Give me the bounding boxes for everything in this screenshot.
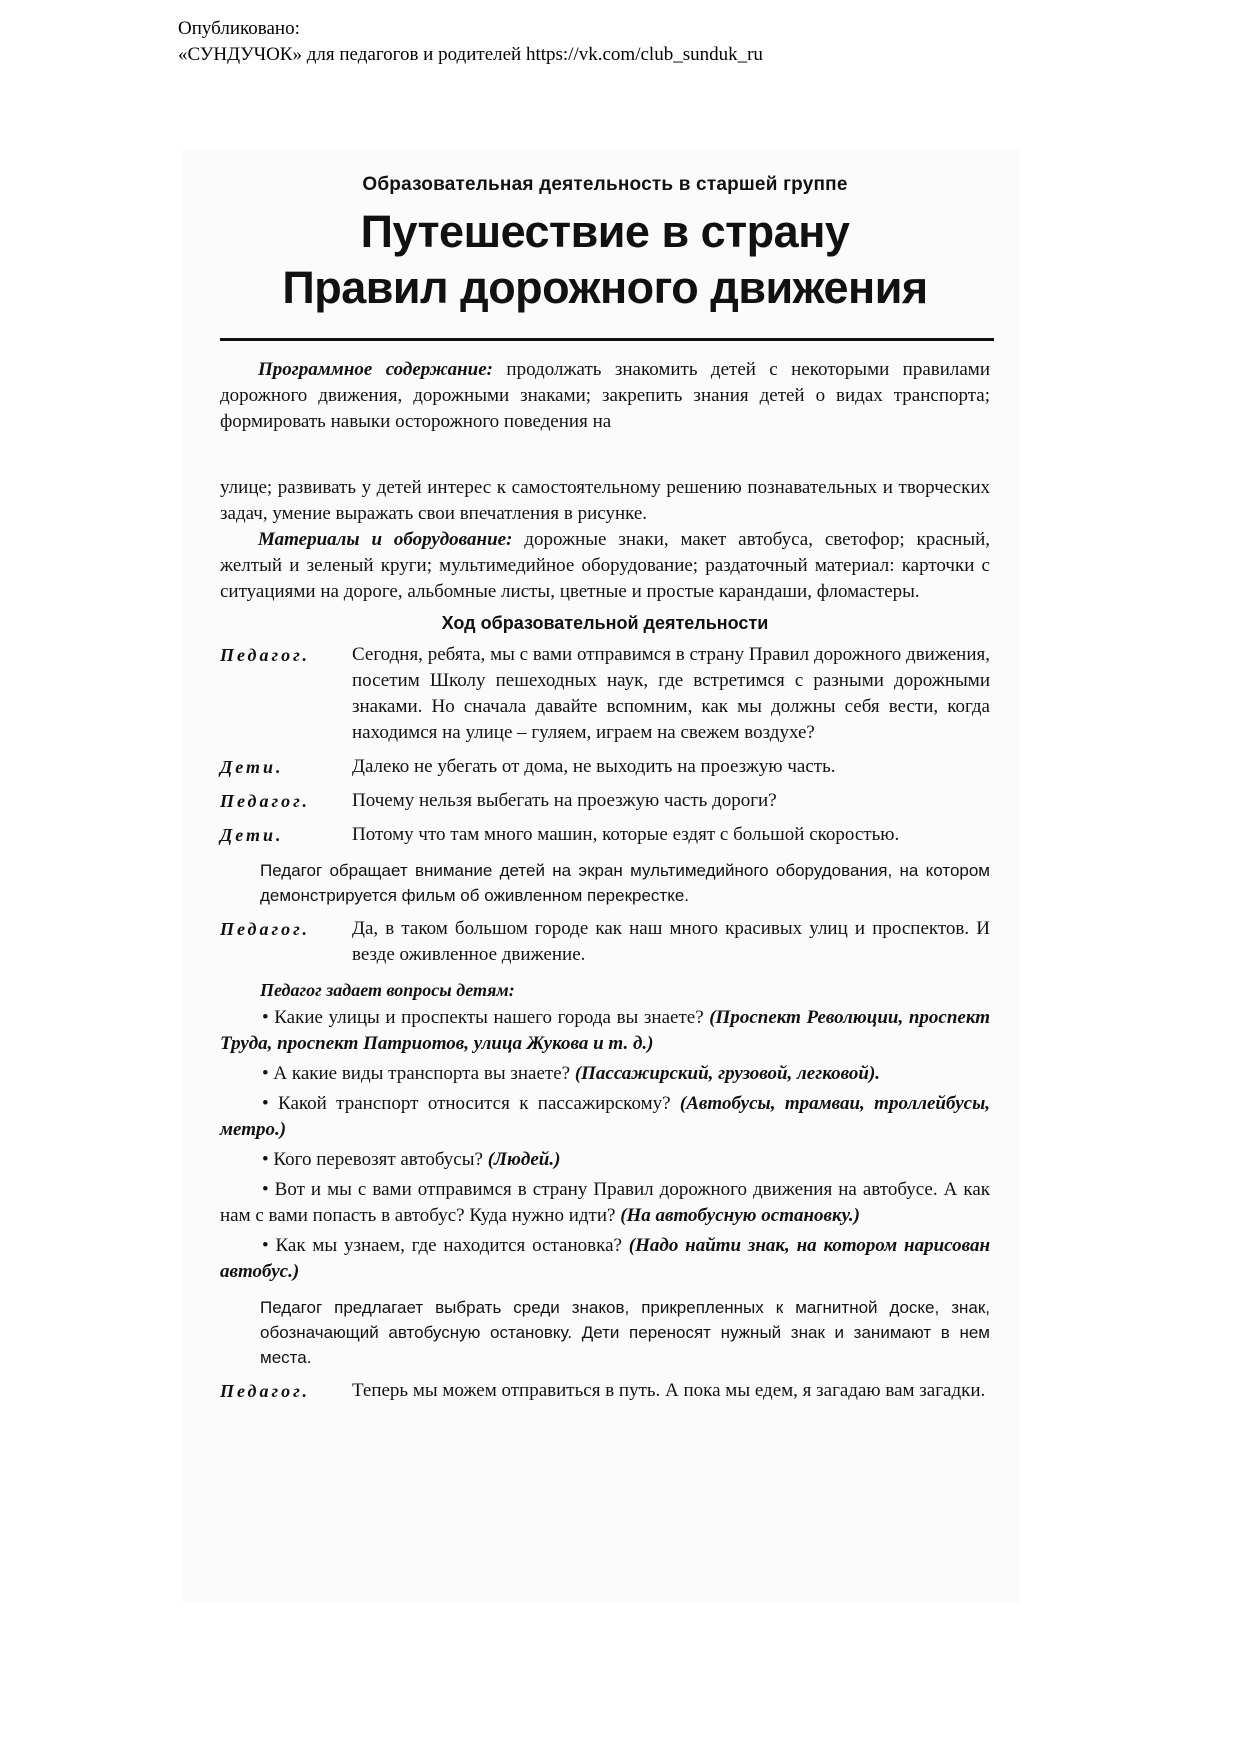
question-text: • Кого перевозят автобусы?: [262, 1149, 483, 1170]
title-line-2: Правил дорожного движения: [282, 262, 928, 313]
dialog-text: Да, в таком большом городе как наш много красивых улиц и проспектов. И везде оживленное движение.: [352, 918, 990, 965]
question-item: [220, 1177, 990, 1229]
dialog-line: [220, 788, 990, 814]
question-item: [220, 1233, 990, 1285]
speaker: Педагог.: [220, 919, 311, 939]
question-text: • Как мы узнаем, где находится остановка?: [262, 1235, 622, 1256]
materials-paragraph: [220, 527, 990, 605]
speaker: Педагог.: [220, 1381, 311, 1401]
answer-text: (На автобусную остановку.): [620, 1205, 860, 1226]
dialog-line: [220, 916, 990, 968]
question-item: [220, 1061, 990, 1087]
title-divider: [220, 338, 994, 341]
answer-text: (Пассажирский, грузовой, легковой).: [574, 1063, 881, 1084]
dialog-line: [220, 754, 990, 780]
article-kicker: Образовательная деятельность в старшей группе: [362, 174, 848, 195]
question-text: • А какие виды транспорта вы знаете?: [262, 1063, 571, 1084]
question-item: [220, 1091, 990, 1143]
answer-text: (Надо найти знак, на котором нарисован автобус.): [220, 1235, 991, 1282]
question-text: • Какие улицы и проспекты нашего города вы знаете?: [262, 1007, 704, 1028]
dialog-line: [220, 642, 990, 746]
question-text: • Какой транспорт относится к пассажирскому?: [262, 1093, 671, 1114]
dialog-line: [220, 822, 990, 848]
title-line-1: Путешествие в страну: [360, 206, 850, 257]
article: [220, 170, 990, 1404]
dialog-text: Далеко не убегать от дома, не выходить на проезжую часть.: [352, 756, 836, 777]
speaker: Дети.: [220, 825, 284, 845]
program-text-1: продолжать знакомить детей с некоторыми правилами дорожного движения, дорожными знаками; закрепить знания детей о видах транспорта; формировать навыки осторожного поведения на: [220, 359, 990, 432]
program-label: Программное содержание:: [258, 359, 494, 380]
page-break-gap: [220, 435, 990, 475]
question-text: • Вот и мы с вами отправимся в страну Правил дорожного движения на автобусе. А как нам с вами попасть в автобус? Куда нужно идти?: [220, 1179, 990, 1226]
dialog-text: Потому что там много машин, которые ездят с большой скоростью.: [352, 824, 900, 845]
dialog-text: Теперь мы можем отправиться в путь. А пока мы едем, я загадаю вам загадки.: [352, 1380, 986, 1401]
speaker: Педагог.: [220, 791, 311, 811]
answer-text: (Автобусы, трамваи, троллейбусы, метро.): [220, 1093, 991, 1140]
materials-label: Материалы и оборудование:: [258, 529, 513, 550]
dialog-line: [220, 1378, 990, 1404]
dialog-text: Почему нельзя выбегать на проезжую часть дороги?: [352, 790, 777, 811]
program-paragraph: [220, 357, 990, 435]
stage-note: Педагог обращает внимание детей на экран мультимедийного оборудования, на котором демонстрируется фильм об оживленном перекрестке.: [260, 861, 990, 905]
section-title: Ход образовательной деятельности: [441, 613, 769, 633]
answer-text: (Проспект Революции, проспект Труда, проспект Патриотов, улица Жукова и т. д.): [220, 1007, 990, 1054]
speaker: Педагог.: [220, 645, 311, 665]
answer-text: (Людей.): [487, 1149, 561, 1170]
questions-intro: Педагог задает вопросы детям:: [260, 980, 515, 1000]
materials-text: дорожные знаки, макет автобуса, светофор; красный, желтый и зеленый круги; мультимедийное оборудование; раздаточный материал: карточки с ситуациями на дороге, альбомные листы, цветные и простые карандаши, фломастеры.: [220, 529, 991, 602]
speaker: Дети.: [220, 757, 284, 777]
published-label: Опубликовано:: [178, 18, 300, 39]
article-title: [220, 204, 990, 316]
stage-note: Педагог предлагает выбрать среди знаков, прикрепленных к магнитной доске, знак, обозначающий автобусную остановку. Дети переносят нужный знак и занимают в нем места.: [260, 1298, 990, 1367]
question-item: [220, 1147, 990, 1173]
question-item: [220, 1005, 990, 1057]
publication-header: [178, 16, 763, 68]
dialog-text: Сегодня, ребята, мы с вами отправимся в страну Правил дорожного движения, посетим Школу пешеходных наук, где встретимся с разными дорожными знаками. Но сначала давайте вспомним, как мы должны себя вести, когда находимся на улице – гуляем, играем на свежем воздухе?: [352, 644, 990, 743]
program-continuation: улице; развивать у детей интерес к самостоятельному решению познавательных и творческих задач, умение выражать свои впечатления в рисунке.: [220, 477, 990, 524]
source-line: «СУНДУЧОК» для педагогов и родителей https://vk.com/club_sunduk_ru: [178, 44, 763, 65]
